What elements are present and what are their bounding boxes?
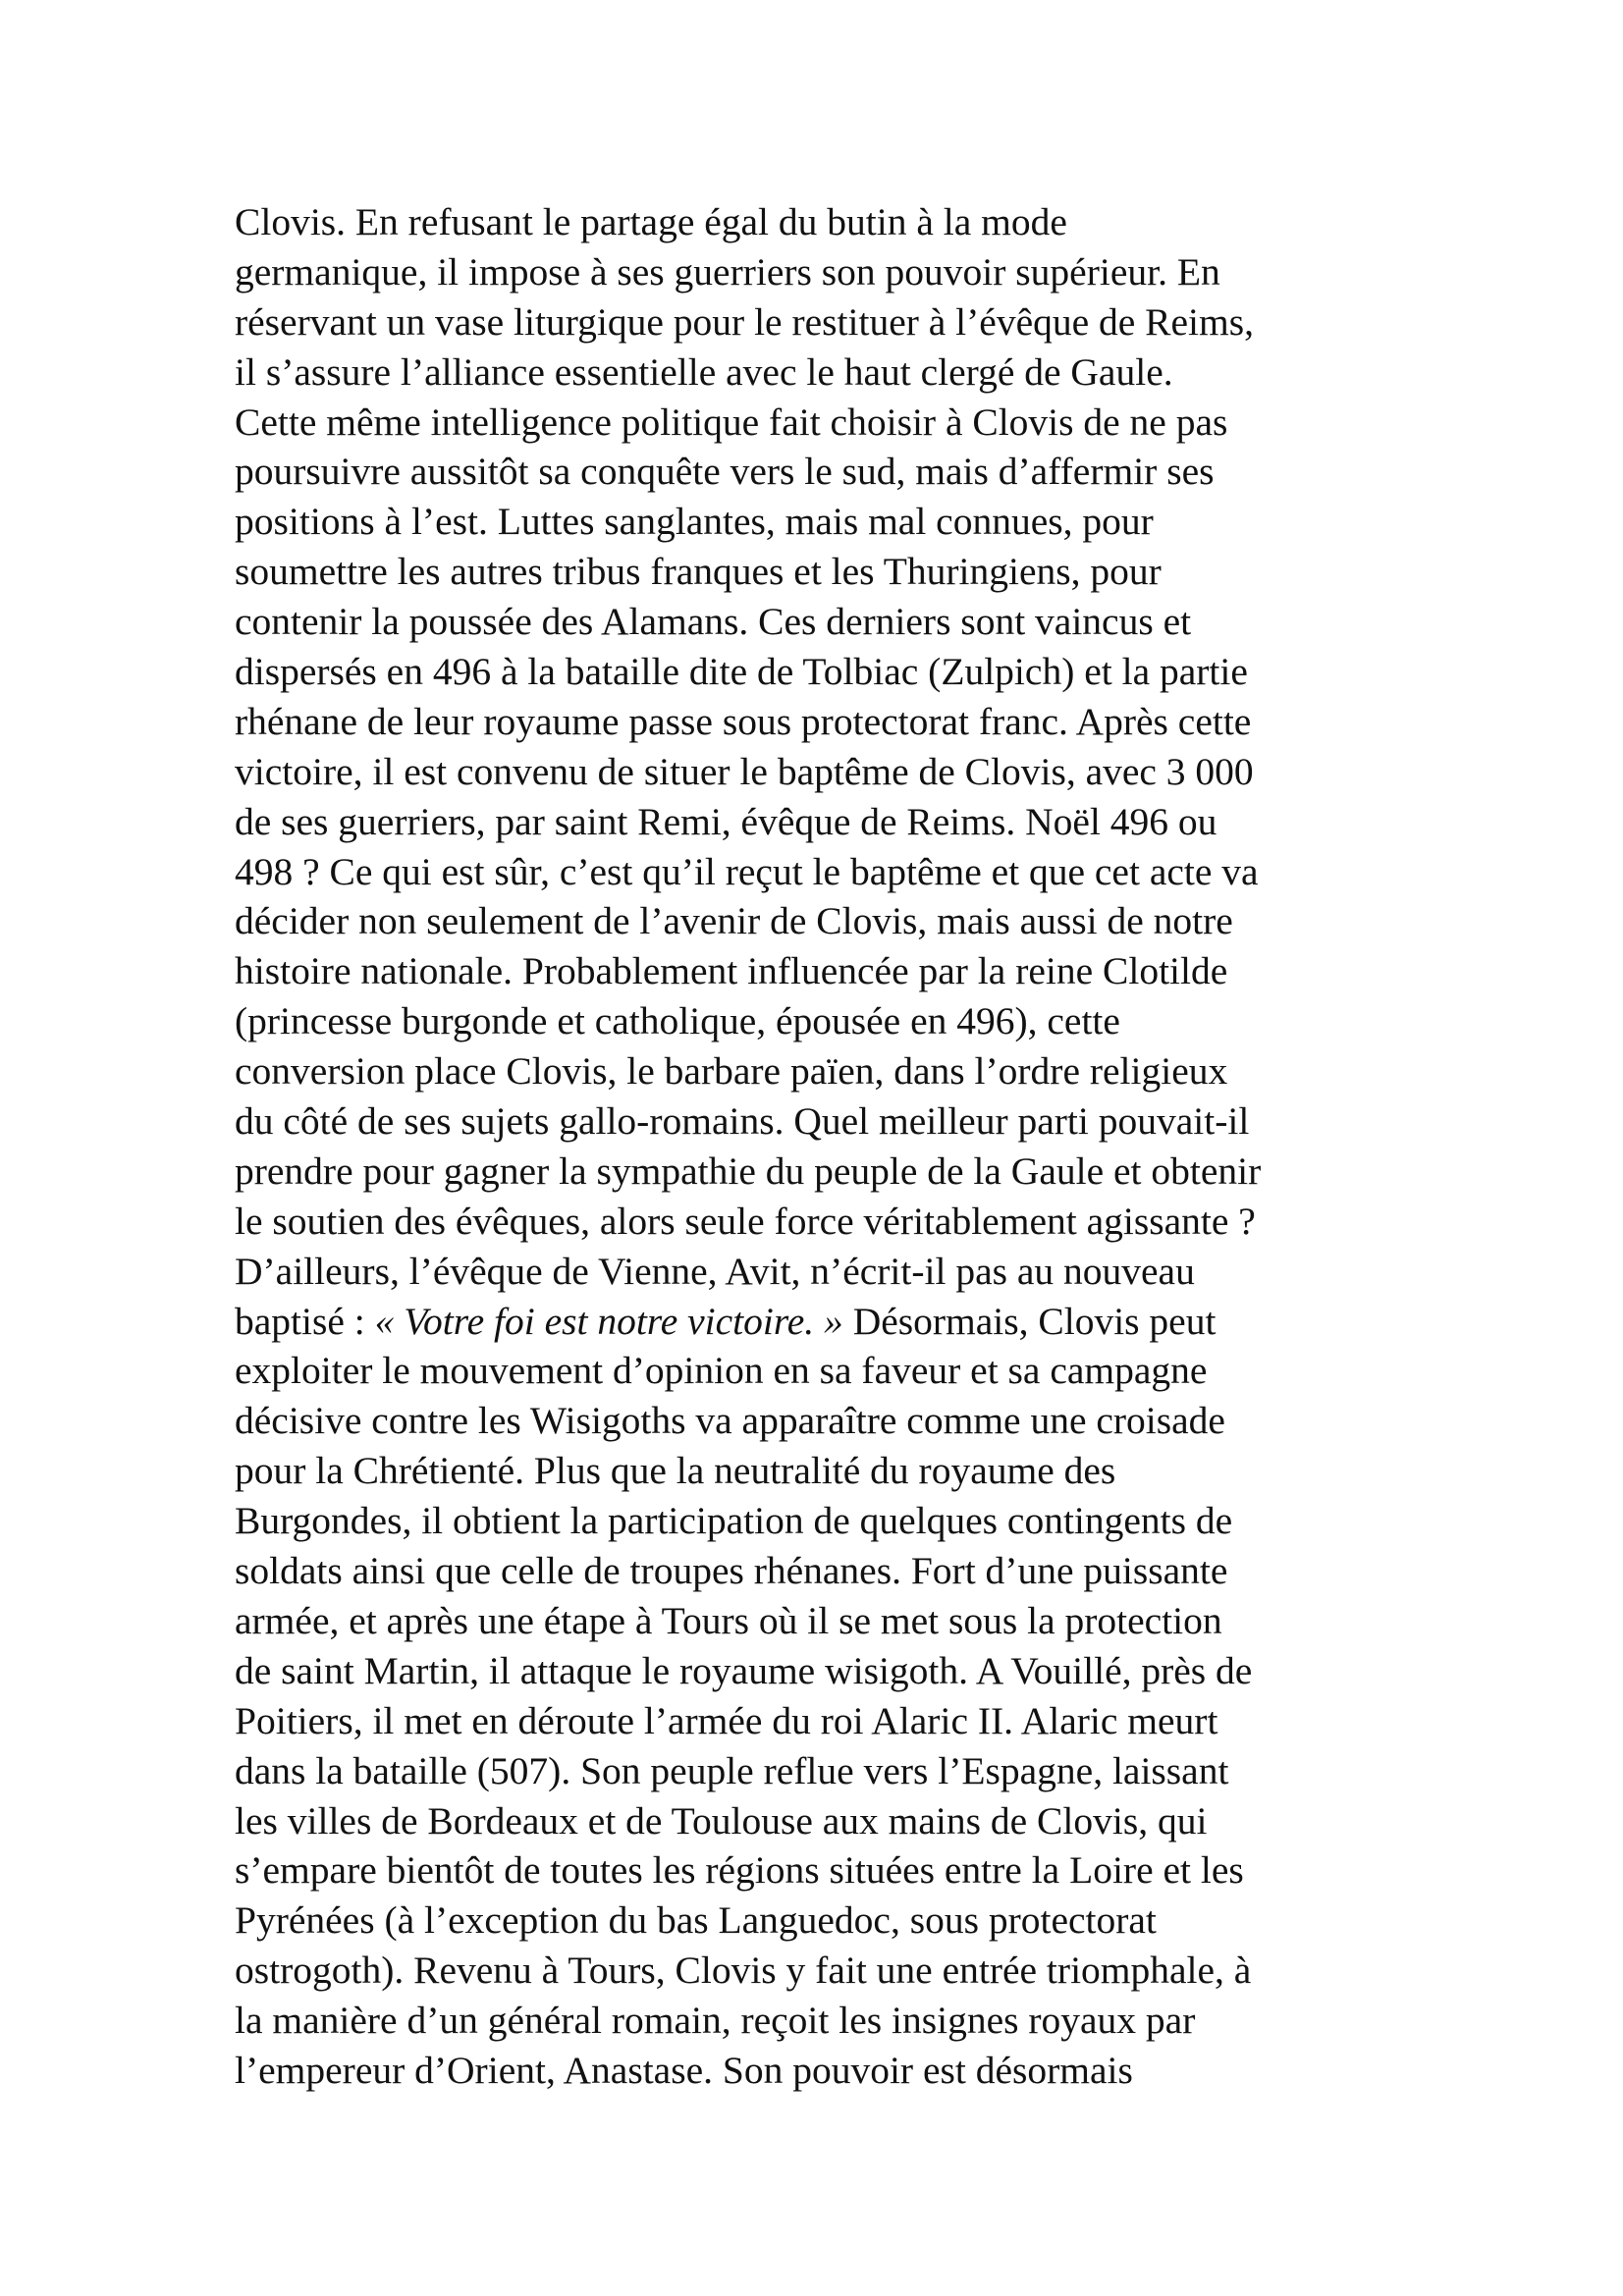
text-line: conversion place Clovis, le barbare païen, dans l’ordre religieux: [235, 1049, 1228, 1094]
text-line: la manière d’un général romain, reçoit les insignes royaux par: [235, 1999, 1196, 2043]
text-line: de saint Martin, il attaque le royaume wisigoth. A Vouillé, près de: [235, 1648, 1253, 1692]
text-line: l’empereur d’Orient, Anastase. Son pouvoir est désormais: [235, 2048, 1133, 2092]
text-line: dispersés en 496 à la bataille dite de Tolbiac (Zulpich) et la partie: [235, 650, 1248, 694]
text-line: de ses guerriers, par saint Remi, évêque de Reims. Noël 496 ou: [235, 799, 1217, 843]
text-line: Pyrénées (à l’exception du bas Languedoc, sous protectorat: [235, 1898, 1157, 1943]
text-line: Cette même intelligence politique fait choisir à Clovis de ne pas: [235, 400, 1228, 444]
text-line: réservant un vase liturgique pour le restituer à l’évêque de Reims,: [235, 299, 1254, 344]
text-line: (princesse burgonde et catholique, épousée en 496), cette: [235, 999, 1120, 1043]
text-line: contenir la poussée des Alamans. Ces derniers sont vaincus et: [235, 600, 1192, 644]
italic-quotation: « Votre foi est notre victoire. »: [374, 1299, 843, 1343]
text-line: Poitiers, il met en déroute l’armée du roi Alaric II. Alaric meurt: [235, 1698, 1218, 1742]
body-text: [235, 197, 1413, 2096]
text-line: 498 ? Ce qui est sûr, c’est qu’il reçut le baptême et que cet acte va: [235, 849, 1259, 893]
text-line: dans la bataille (507). Son peuple reflue vers l’Espagne, laissant: [235, 1748, 1229, 1792]
text-line: décisive contre les Wisigoths va apparaître comme une croisade: [235, 1399, 1225, 1443]
text-line: les villes de Bordeaux et de Toulouse aux mains de Clovis, qui: [235, 1798, 1208, 1842]
text-line: Burgondes, il obtient la participation de quelques contingents de: [235, 1499, 1233, 1543]
text-line: il s’assure l’alliance essentielle avec le haut clergé de Gaule.: [235, 349, 1173, 394]
text-line: rhénane de leur royaume passe sous protectorat franc. Après cette: [235, 699, 1252, 743]
text-line: le soutien des évêques, alors seule force véritablement agissante ?: [235, 1199, 1256, 1243]
text-line: poursuivre aussitôt sa conquête vers le sud, mais d’affermir ses: [235, 450, 1215, 494]
text-line: prendre pour gagner la sympathie du peuple de la Gaule et obtenir: [235, 1148, 1262, 1193]
text-line: s’empare bientôt de toutes les régions situées entre la Loire et les: [235, 1848, 1244, 1893]
text-line: soumettre les autres tribus franques et les Thuringiens, pour: [235, 550, 1162, 594]
text-line: armée, et après une étape à Tours où il se met sous la protection: [235, 1598, 1222, 1642]
text-line: D’ailleurs, l’évêque de Vienne, Avit, n’écrit-il pas au nouveau: [235, 1249, 1195, 1293]
text-line: germanique, il impose à ses guerriers son pouvoir supérieur. En: [235, 249, 1220, 294]
text-line-with-quote: [235, 1297, 1413, 1347]
text-line: positions à l’est. Luttes sanglantes, mais mal connues, pour: [235, 500, 1154, 544]
text-line: exploiter le mouvement d’opinion en sa faveur et sa campagne: [235, 1349, 1208, 1393]
text-line: décider non seulement de l’avenir de Clovis, mais aussi de notre: [235, 899, 1233, 943]
text-line: Clovis. En refusant le partage égal du butin à la mode: [235, 200, 1067, 243]
text-line: victoire, il est convenu de situer le baptême de Clovis, avec 3 000: [235, 749, 1254, 793]
text-line: du côté de ses sujets gallo-romains. Quel meilleur parti pouvait-il: [235, 1099, 1250, 1144]
text-line: histoire nationale. Probablement influencée par la reine Clotilde: [235, 949, 1228, 993]
text-segment: Désormais, Clovis peut: [842, 1299, 1217, 1343]
text-line: ostrogoth). Revenu à Tours, Clovis y fait une entrée triomphale, à: [235, 1949, 1252, 1993]
text-line: soldats ainsi que celle de troupes rhénanes. Fort d’une puissante: [235, 1549, 1228, 1593]
text-segment: baptisé :: [235, 1299, 375, 1343]
text-line: pour la Chrétienté. Plus que la neutralité du royaume des: [235, 1449, 1116, 1493]
